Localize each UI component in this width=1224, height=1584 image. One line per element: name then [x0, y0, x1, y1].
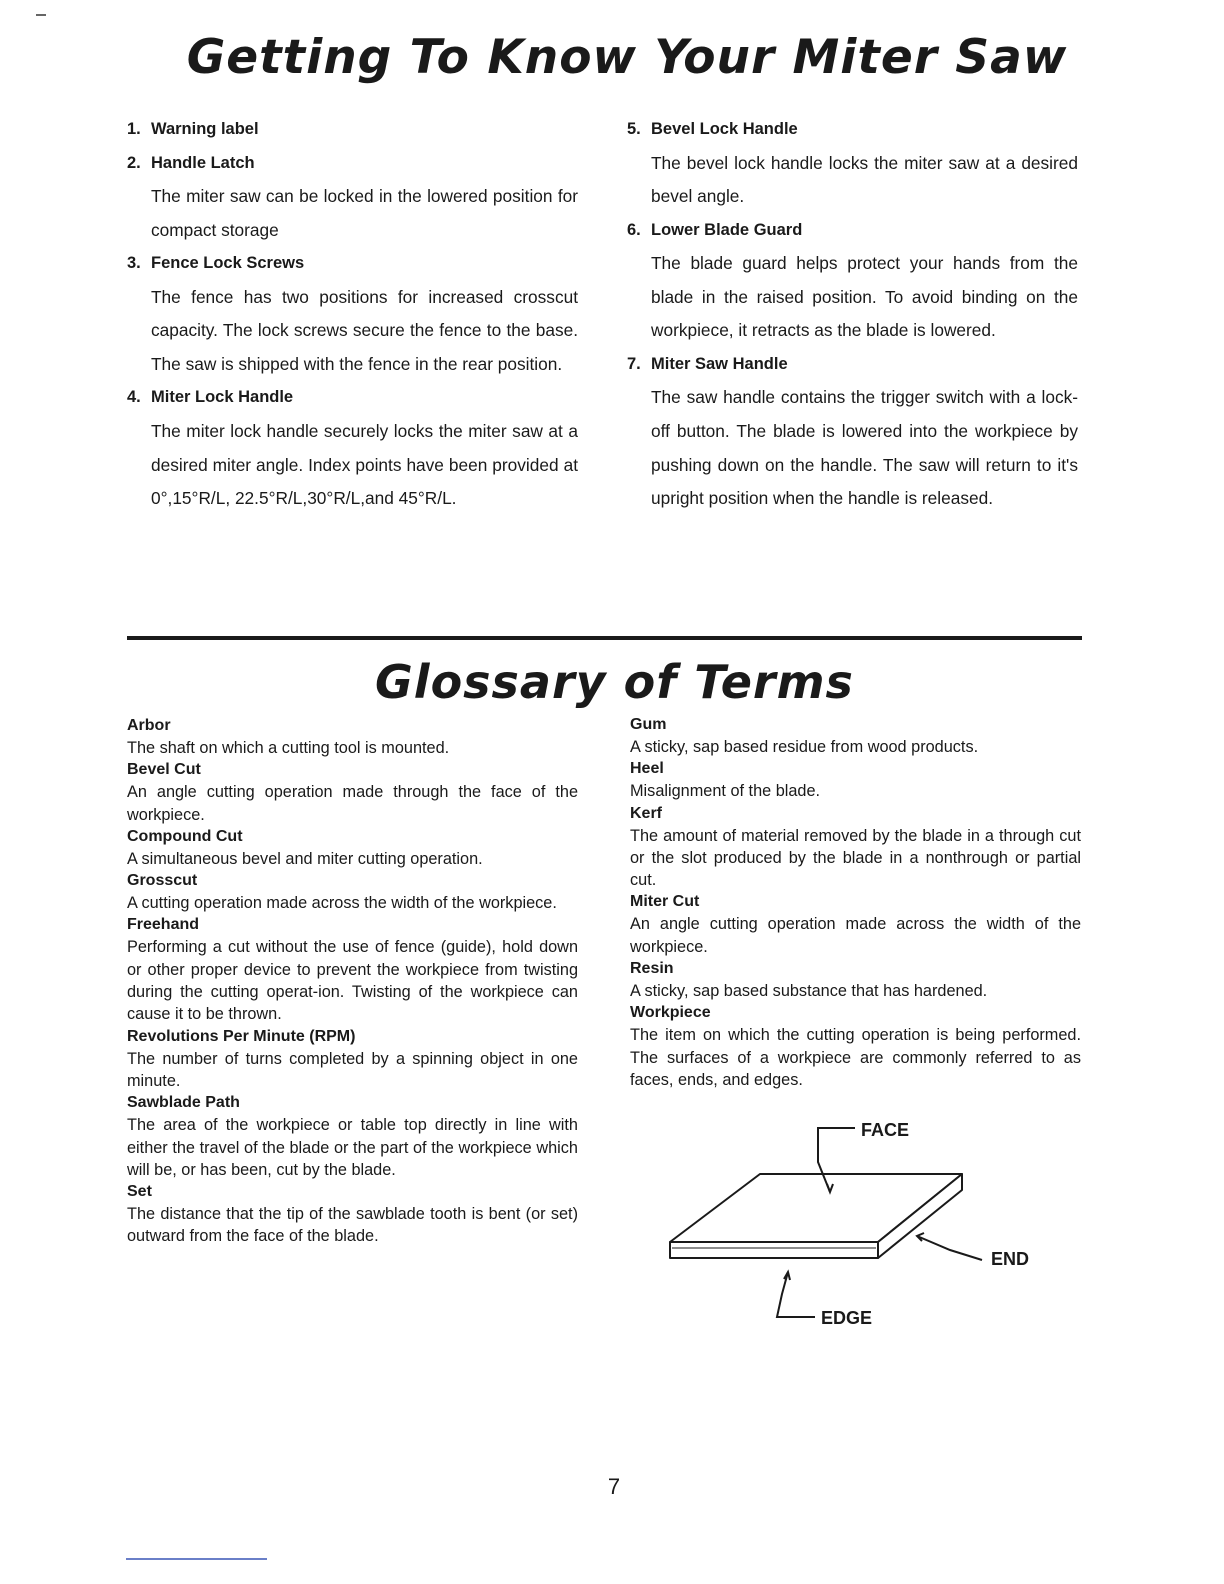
part-number: 3.	[127, 254, 141, 273]
section-divider	[127, 636, 1082, 640]
part-description: The saw handle contains the trigger switch with a lock-off button. The blade is lowered into the workpiece by pushing down on the handle. The saw will return to it's upright position when the handle is released.	[651, 387, 1078, 509]
part-item	[127, 247, 578, 381]
glossary-term: Bevel Cut	[127, 761, 201, 779]
part-description: The miter saw can be locked in the lowered position for compact storage	[151, 186, 578, 240]
parts-list-left	[127, 113, 578, 516]
part-name: Miter Saw Handle	[651, 354, 788, 373]
glossary-definition: Misalignment of the blade.	[630, 782, 821, 801]
glossary-term: Workpiece	[630, 1004, 711, 1022]
glossary-term: Grosscut	[127, 872, 198, 890]
part-number: 1.	[127, 120, 141, 138]
glossary-term: Compound Cut	[127, 827, 243, 845]
glossary-definition: A sticky, sap based substance that has hardened.	[630, 982, 988, 1001]
part-item	[627, 214, 1078, 348]
glossary-column-left	[127, 715, 578, 1248]
glossary-term: Sawblade Path	[127, 1094, 240, 1112]
part-item	[627, 113, 1078, 214]
part-number: 4.	[127, 388, 141, 407]
part-name: Lower Blade Guard	[651, 220, 803, 239]
glossary-term: Set	[127, 1183, 152, 1201]
part-number: 7.	[627, 354, 641, 373]
glossary-definition: The shaft on which a cutting tool is mounted.	[127, 739, 450, 757]
part-number: 5.	[627, 120, 641, 138]
glossary-term: Miter Cut	[630, 893, 700, 911]
glossary-definition: The distance that the tip of the sawblade tooth is bent (or set) outward from the face of the blade.	[127, 1205, 578, 1246]
corner-mark	[36, 14, 46, 16]
end-leader	[917, 1233, 982, 1260]
part-item	[627, 348, 1078, 516]
workpiece-diagram	[660, 1112, 1060, 1342]
glossary-definition: An angle cutting operation made across the width of the workpiece.	[630, 915, 1081, 956]
section-title-getting-to-know: Getting To Know Your Miter Saw	[186, 30, 1068, 85]
glossary-term: Revolutions Per Minute (RPM)	[127, 1027, 356, 1045]
glossary-definition: Performing a cut without the use of fence (guide), hold down or other proper device to prevent the workpiece from twisting during the cutting operat-ion. Twisting of the workpiece can cause it to be thrown.	[127, 938, 578, 1024]
glossary-term: Heel	[630, 760, 664, 778]
edge-leader	[777, 1272, 815, 1317]
parts-list-right	[627, 113, 1078, 516]
part-item	[127, 113, 578, 147]
page-number: 7	[607, 1474, 621, 1499]
edge-label: EDGE	[821, 1308, 873, 1328]
glossary-definition: A simultaneous bevel and miter cutting operation.	[127, 849, 483, 868]
glossary-term: Kerf	[630, 804, 663, 822]
footer-line	[126, 1558, 267, 1560]
part-description: The bevel lock handle locks the miter saw at a desired bevel angle.	[651, 152, 1078, 207]
part-item	[127, 147, 578, 248]
glossary-term: Arbor	[127, 717, 171, 734]
glossary-definition: A sticky, sap based residue from wood products.	[630, 738, 979, 756]
part-number: 6.	[627, 220, 641, 239]
glossary-definition: The amount of material removed by the blade in a through cut or the slot produced by the blade in a nonthrough or partial cut.	[630, 826, 1081, 890]
glossary-column-right	[630, 714, 1081, 1091]
glossary-definition: The number of turns completed by a spinning object in one minute.	[127, 1049, 578, 1090]
part-item	[127, 381, 578, 515]
section-title-glossary: Glossary of Terms	[375, 655, 854, 709]
end-label: END	[991, 1249, 1030, 1269]
glossary-definition: An angle cutting operation made through the face of the workpiece.	[127, 783, 578, 824]
glossary-definition: A cutting operation made across the width of the workpiece.	[127, 894, 557, 913]
glossary-definition: The area of the workpiece or table top directly in line with either the travel of the blade or the part of the workpiece which will be, or has been, cut by the blade.	[127, 1116, 578, 1179]
part-name: Fence Lock Screws	[151, 254, 305, 273]
part-description: The blade guard helps protect your hands from the blade in the raised position. To avoid binding on the workpiece, it retracts as the blade is lowered.	[651, 253, 1078, 341]
part-name: Bevel Lock Handle	[651, 120, 798, 138]
glossary-definition: The item on which the cutting operation is being performed. The surfaces of a workpiece are commonly referred to as faces, ends, and edges.	[630, 1026, 1081, 1089]
workpiece-board-shape	[670, 1174, 962, 1258]
face-label: FACE	[861, 1120, 910, 1140]
part-number: 2.	[127, 153, 141, 172]
part-description: The fence has two positions for increased crosscut capacity. The lock screws secure the fence to the base. The saw is shipped with the fence in the rear position.	[151, 286, 578, 374]
part-description: The miter lock handle securely locks the miter saw at a desired miter angle. Index points have been provided at 0°,15°R/L, 22.5°R/L,30°R/L,and 45°R/L.	[151, 420, 578, 509]
glossary-term: Resin	[630, 960, 674, 978]
part-name: Warning label	[151, 120, 259, 138]
part-name: Miter Lock Handle	[151, 388, 294, 407]
glossary-term: Gum	[630, 716, 667, 733]
glossary-term: Freehand	[127, 916, 200, 934]
part-name: Handle Latch	[151, 153, 255, 172]
